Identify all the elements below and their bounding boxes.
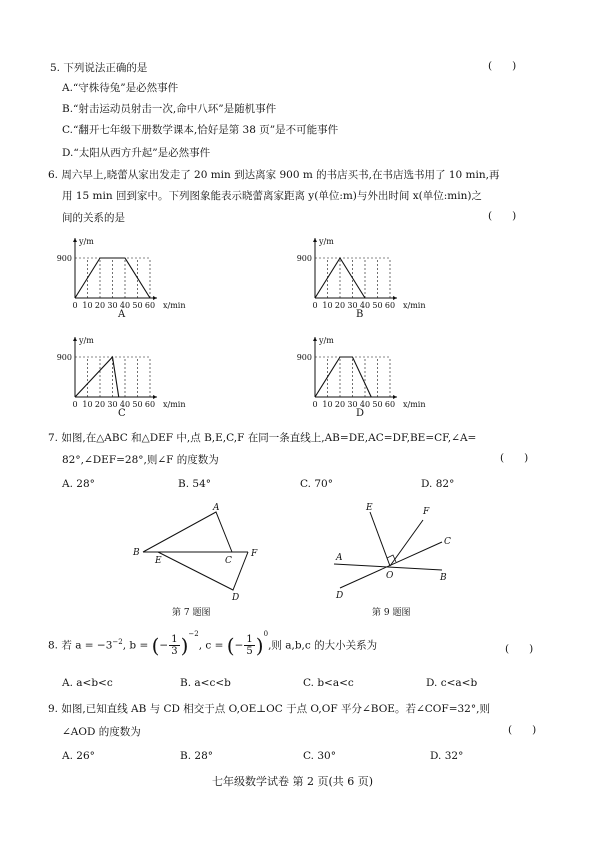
q8-option-a: A. a<b<c (62, 677, 113, 689)
y-tick-label: 900 (56, 254, 72, 263)
x-tick-label: 40 (359, 400, 371, 409)
x-tick-label: 50 (372, 301, 383, 310)
q5-option-c: C.“翻开七年级下册数学课本,恰好是第 38 页”是不可能事件 (62, 124, 339, 136)
x-tick-label: 20 (334, 400, 346, 409)
q6-graph-c (50, 331, 200, 416)
q6-line-3: 间的关系的是 (62, 212, 125, 224)
x-axis-label: x/min (403, 400, 426, 409)
label-b: B (133, 548, 140, 558)
q5-option-b: B.“射击运动员射击一次,命中八环”是随机事件 (62, 103, 277, 115)
q9-option-b: B. 28° (180, 750, 214, 762)
q6-graph-a (50, 232, 200, 317)
label-c: C (444, 537, 451, 547)
x-tick-label: 10 (82, 301, 93, 310)
y-axis-arrow (73, 238, 77, 242)
x-tick-label: 30 (347, 400, 358, 409)
x-axis-arrow (393, 395, 397, 399)
q6-graph-d-label: D (356, 408, 365, 419)
y-axis-label: y/m (79, 237, 94, 246)
q7-option-b: B. 54° (178, 478, 212, 490)
q9-answer-paren: ( ) (508, 724, 537, 736)
label-b: B (440, 573, 447, 583)
q7-triangle-figure (128, 500, 278, 603)
q8-option-c: C. b<a<c (303, 677, 354, 689)
x-tick-label: 30 (107, 301, 118, 310)
x-tick-label: 20 (94, 301, 106, 310)
q8-option-b: B. a<c<b (180, 677, 231, 689)
x-tick-label: 20 (94, 400, 106, 409)
label-a: A (213, 503, 220, 513)
x-axis-arrow (393, 296, 397, 300)
y-axis-label: y/m (79, 336, 94, 345)
q6-answer-paren: ( ) (488, 210, 517, 222)
y-tick-label: 900 (296, 254, 312, 263)
q5-stem: 5. 下列说法正确的是 (50, 62, 148, 74)
y-axis-arrow (73, 337, 77, 341)
x-tick-label: 40 (119, 301, 131, 310)
q9-line-1: 9. 如图,已知直线 AB 与 CD 相交于点 O,OE⊥OC 于点 O,OF 平分∠BOE。若∠COF=32°,则 (48, 703, 490, 715)
label-f: F (251, 549, 258, 559)
line-ab (334, 564, 442, 570)
x-tick-label: 10 (322, 400, 333, 409)
y-tick-label: 900 (296, 353, 312, 362)
y-axis-label: y/m (319, 237, 334, 246)
q5-option-a: A.“守株待兔”是必然事件 (62, 82, 179, 94)
x-axis-label: x/min (403, 301, 426, 310)
x-tick-label: 0 (72, 301, 78, 310)
triangle-def (158, 552, 248, 590)
x-tick-label: 10 (82, 400, 93, 409)
q7-option-d: D. 82° (421, 478, 455, 490)
q7-option-a: A. 28° (62, 478, 95, 490)
x-tick-label: 60 (144, 400, 156, 409)
x-tick-label: 0 (312, 400, 318, 409)
q9-lines-figure (330, 500, 460, 600)
q6-graph-b (290, 232, 440, 317)
x-tick-label: 40 (359, 301, 371, 310)
label-e: E (366, 503, 373, 513)
label-e: E (155, 556, 162, 566)
x-tick-label: 60 (144, 301, 156, 310)
q8-stem: 8. 若 $a = -3^{-2}$, b = (− $\frac{1}{3}$ )$^{-2}$, c = (− $\frac{1}{5}$ )$^0$,则 a,b,c 的大小关系为 (48, 630, 378, 658)
x-tick-label: 30 (107, 400, 118, 409)
x-tick-label: 60 (384, 301, 396, 310)
q7-line-2: 82°,∠DEF=28°,则∠F 的度数为 (62, 454, 219, 466)
label-o: O (386, 571, 394, 581)
x-axis-arrow (153, 296, 157, 300)
x-axis-arrow (153, 395, 157, 399)
q6-graph-d (290, 331, 440, 416)
q6-graph-b-label: B (356, 309, 364, 320)
q7-line-1: 7. 如图,在△ABC 和△DEF 中,点 B,E,C,F 在同一条直线上,AB=DE,AC=DF,BE=CF,∠A= (48, 432, 477, 444)
x-tick-label: 50 (132, 400, 143, 409)
x-tick-label: 50 (132, 301, 143, 310)
q9-option-c: C. 30° (303, 750, 336, 762)
y-axis-arrow (313, 337, 317, 341)
distance-line (315, 357, 371, 397)
x-axis-label: x/min (163, 400, 186, 409)
q9-option-d: D. 32° (430, 750, 464, 762)
distance-line (75, 357, 119, 397)
x-tick-label: 40 (119, 400, 131, 409)
x-tick-label: 30 (347, 301, 358, 310)
q8-answer-paren: ( ) (505, 643, 534, 655)
q6-graph-a-label: A (118, 309, 126, 320)
x-tick-label: 10 (322, 301, 333, 310)
q6-line-2: 用 15 min 回到家中。下列图象能表示晓蕾离家距离 y(单位:m)与外出时间 x(单位:min)之 (62, 190, 482, 202)
q7-figure-caption: 第 7 题图 (172, 608, 211, 618)
page-footer: 七年级数学试卷 第 2 页(共 6 页) (212, 775, 374, 788)
x-tick-label: 20 (334, 301, 346, 310)
y-axis-arrow (313, 238, 317, 242)
triangle-abc (143, 512, 232, 552)
label-a: A (336, 553, 343, 563)
q7-option-c: C. 70° (300, 478, 333, 490)
q5-option-d: D.“太阳从西方升起”是必然事件 (62, 147, 211, 159)
x-tick-label: 0 (72, 400, 78, 409)
q6-graph-c-label: C (118, 408, 126, 419)
label-d: D (232, 593, 240, 603)
x-tick-label: 60 (384, 400, 396, 409)
x-axis-label: x/min (163, 301, 186, 310)
x-tick-label: 0 (312, 301, 318, 310)
y-axis-label: y/m (319, 336, 334, 345)
label-f: F (423, 507, 430, 517)
y-tick-label: 900 (56, 353, 72, 362)
q5-answer-paren: ( ) (488, 60, 517, 72)
label-d: D (336, 591, 344, 601)
x-tick-label: 50 (372, 400, 383, 409)
q9-option-a: A. 26° (62, 750, 95, 762)
q8-option-d: D. c<a<b (426, 677, 478, 689)
q7-answer-paren: ( ) (500, 452, 529, 464)
q6-line-1: 6. 周六早上,晓蕾从家出发走了 20 min 到达离家 900 m 的书店买书,在书店选书用了 10 min,再 (48, 169, 500, 181)
label-c: C (225, 556, 232, 566)
q9-figure-caption: 第 9 题图 (372, 608, 411, 618)
q9-line-2: ∠AOD 的度数为 (62, 726, 141, 738)
